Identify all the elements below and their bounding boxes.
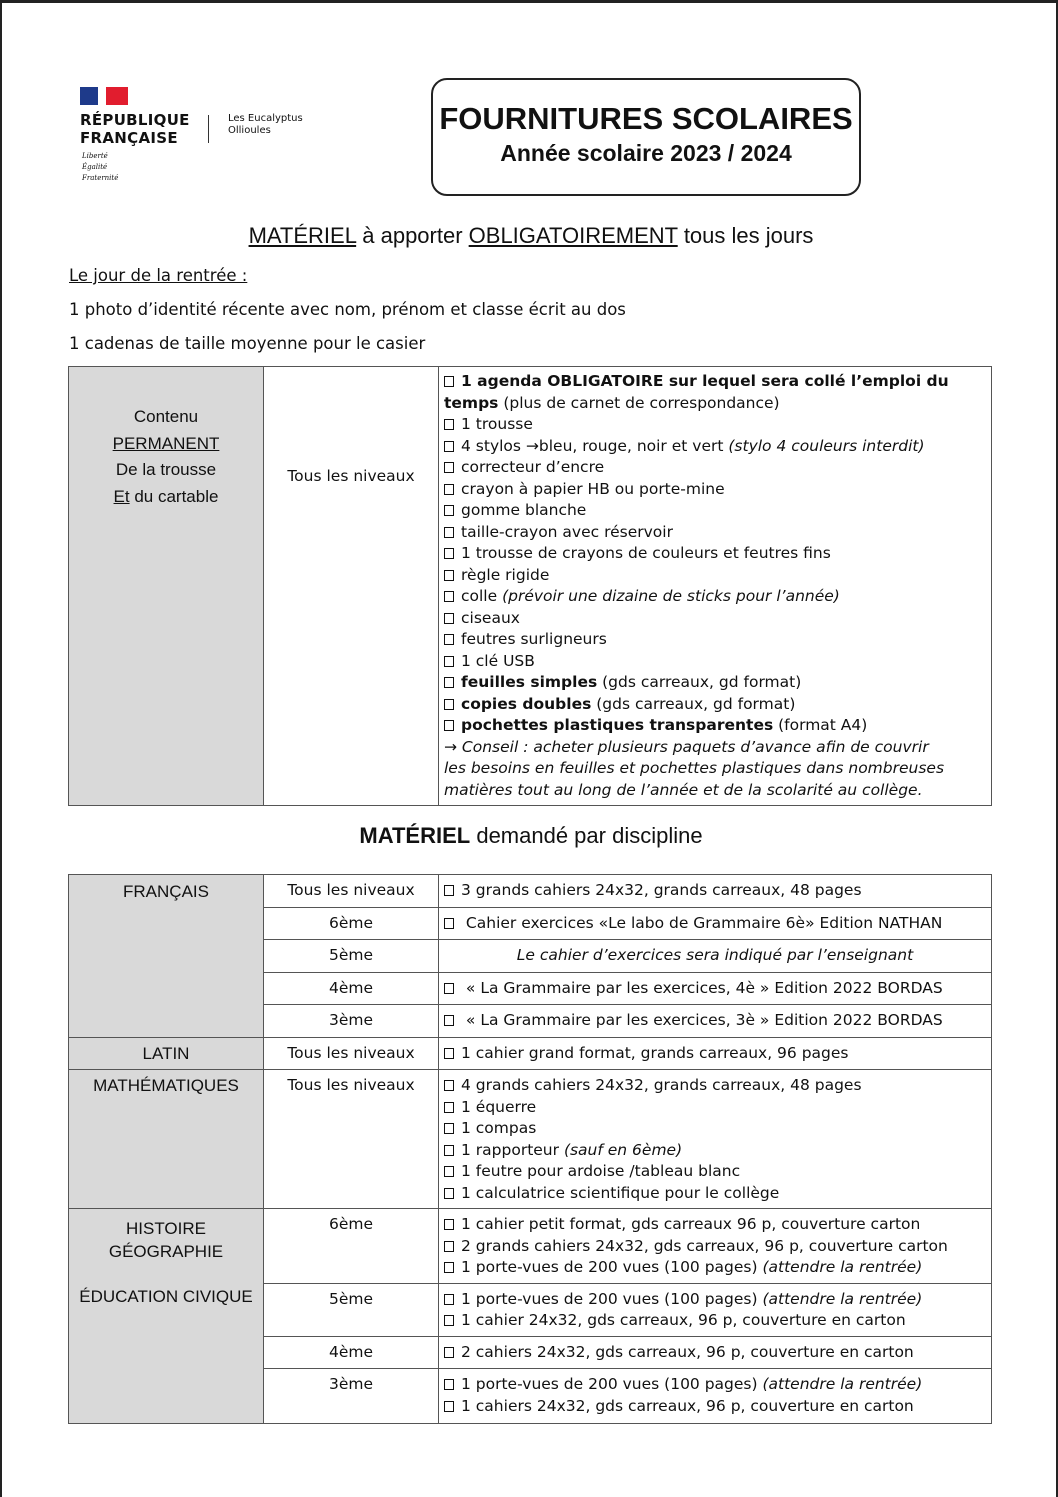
- list-item: pochettes plastiques transparentes (format A4): [444, 715, 986, 737]
- list-item: 4 grands cahiers 24x32, grands carreaux, 48 pages: [444, 1075, 986, 1097]
- list-item: 1 trousse: [444, 414, 986, 436]
- rentree-item-cadenas: 1 cadenas de taille moyenne pour le casier: [69, 334, 426, 353]
- checkbox-icon: [444, 1188, 454, 1199]
- permanent-content-label: Contenu PERMANENT De la trousse Et du cartable: [69, 367, 264, 806]
- rentree-label: Le jour de la rentrée :: [69, 266, 248, 285]
- list-item: 1 cahier 24x32, gds carreaux, 96 p, couverture en carton: [444, 1310, 986, 1332]
- item-cell: [439, 1283, 992, 1336]
- title-box: [431, 78, 861, 196]
- checkbox-icon: [444, 1166, 454, 1177]
- checkbox-icon: [444, 1241, 454, 1252]
- advice-line: matières tout au long de l’année et de la scolarité au collège.: [444, 780, 923, 799]
- list-item: feutres surligneurs: [444, 629, 986, 651]
- list-item: correcteur d’encre: [444, 457, 986, 479]
- daily-material-table: [68, 366, 992, 806]
- checkbox-icon: [444, 1048, 454, 1059]
- checkbox-icon: [444, 656, 454, 667]
- section1-heading: MATÉRIEL à apporter OBLIGATOIREMENT tous les jours: [248, 223, 814, 248]
- school-line-1: Les Eucalyptus: [228, 113, 303, 124]
- list-item: 1 trousse de crayons de couleurs et feutres fins: [444, 543, 986, 565]
- checkbox-icon: [444, 505, 454, 516]
- checkbox-icon: [444, 1080, 454, 1091]
- subject-latin: LATIN: [69, 1037, 264, 1070]
- checkbox-icon: [444, 591, 454, 602]
- checkbox-icon: [444, 1219, 454, 1230]
- list-item: 1 compas: [444, 1118, 986, 1140]
- level-cell: Tous les niveaux: [264, 367, 439, 806]
- logo-divider: [208, 115, 209, 143]
- subject-francais: FRANÇAIS: [69, 875, 264, 1038]
- level-cell: Tous les niveaux: [264, 875, 439, 908]
- list-item: 1 agenda OBLIGATOIRE sur lequel sera collé l’emploi du: [444, 371, 986, 393]
- rentree-item-photo: 1 photo d’identité récente avec nom, prénom et classe écrit au dos: [69, 300, 626, 319]
- level-cell: Tous les niveaux: [264, 1037, 439, 1070]
- school-line-2: Ollioules: [228, 125, 271, 136]
- list-item: taille-crayon avec réservoir: [444, 522, 986, 544]
- checkbox-icon: [444, 462, 454, 473]
- motto-line: Fraternité: [82, 174, 119, 182]
- checkbox-icon: [444, 1015, 454, 1026]
- motto-line: Égalité: [82, 163, 108, 171]
- list-item: 1 porte-vues de 200 vues (100 pages) (attendre la rentrée): [444, 1289, 986, 1311]
- level-cell: 3ème: [264, 1005, 439, 1038]
- checkbox-icon: [444, 613, 454, 624]
- checkbox-icon: [444, 1102, 454, 1113]
- checkbox-icon: [444, 983, 454, 994]
- checkbox-icon: [444, 570, 454, 581]
- table-row: [69, 875, 992, 908]
- list-item: 1 équerre: [444, 1097, 986, 1119]
- checkbox-icon: [444, 1347, 454, 1358]
- item-cell: « La Grammaire par les exercices, 3è » Edition 2022 BORDAS: [439, 1005, 992, 1038]
- checkbox-icon: [444, 1379, 454, 1390]
- motto: [82, 151, 118, 184]
- checkbox-icon: [444, 1315, 454, 1326]
- list-item: 1 porte-vues de 200 vues (100 pages) (attendre la rentrée): [444, 1257, 986, 1279]
- list-item: copies doubles (gds carreaux, gd format): [444, 694, 986, 716]
- level-cell: 3ème: [264, 1369, 439, 1424]
- table-row: [69, 1209, 992, 1284]
- checkbox-icon: [444, 634, 454, 645]
- level-cell: 5ème: [264, 940, 439, 973]
- checkbox-icon: [444, 1401, 454, 1412]
- item-cell: « La Grammaire par les exercices, 4è » Edition 2022 BORDAS: [439, 972, 992, 1005]
- school-name: [228, 113, 303, 137]
- item-cell: [439, 1369, 992, 1424]
- level-cell: 6ème: [264, 907, 439, 940]
- checkbox-icon: [444, 484, 454, 495]
- list-item: 2 cahiers 24x32, gds carreaux, 96 p, couverture en carton: [444, 1342, 986, 1364]
- list-item: 1 cahier petit format, gds carreaux 96 p, couverture carton: [444, 1214, 986, 1236]
- level-cell: 4ème: [264, 972, 439, 1005]
- republic-name: [80, 111, 190, 147]
- republique-francaise-logo: [80, 87, 340, 187]
- list-item: ciseaux: [444, 608, 986, 630]
- item-cell: Cahier exercices «Le labo de Grammaire 6è» Edition NATHAN: [439, 907, 992, 940]
- level-cell: Tous les niveaux: [264, 1070, 439, 1209]
- list-item: 4 stylos →bleu, rouge, noir et vert (stylo 4 couleurs interdit): [444, 436, 986, 458]
- list-item: feuilles simples (gds carreaux, gd format): [444, 672, 986, 694]
- permanent-items-list: [439, 367, 992, 806]
- checkbox-icon: [444, 419, 454, 430]
- list-item: colle (prévoir une dizaine de sticks pour l’année): [444, 586, 986, 608]
- level-cell: 6ème: [264, 1209, 439, 1284]
- list-item: crayon à papier HB ou porte-mine: [444, 479, 986, 501]
- checkbox-icon: [444, 885, 454, 896]
- checkbox-icon: [444, 527, 454, 538]
- checkbox-icon: [444, 720, 454, 731]
- item-cell: 3 grands cahiers 24x32, grands carreaux, 48 pages: [439, 875, 992, 908]
- advice-line: les besoins en feuilles et pochettes plastiques dans nombreuses: [444, 759, 945, 777]
- list-item: 1 calculatrice scientifique pour le collège: [444, 1183, 986, 1205]
- item-cell: Le cahier d’exercices sera indiqué par l’enseignant: [439, 940, 992, 973]
- item-cell: [439, 1070, 992, 1209]
- discipline-material-table: [68, 874, 992, 1424]
- checkbox-icon: [444, 376, 454, 387]
- table-row: [69, 1070, 992, 1209]
- list-item: règle rigide: [444, 565, 986, 587]
- french-flag-icon: [80, 87, 128, 105]
- republic-line-2: FRANÇAISE: [80, 129, 178, 147]
- republic-line-1: RÉPUBLIQUE: [80, 111, 190, 129]
- list-item: temps (plus de carnet de correspondance): [444, 393, 780, 412]
- list-item: 2 grands cahiers 24x32, gds carreaux, 96 p, couverture carton: [444, 1236, 986, 1258]
- checkbox-icon: [444, 1294, 454, 1305]
- checkbox-icon: [444, 1145, 454, 1156]
- page-title: FOURNITURES SCOLAIRES: [439, 101, 853, 136]
- level-cell: 5ème: [264, 1283, 439, 1336]
- page-subtitle: Année scolaire 2023 / 2024: [500, 140, 792, 166]
- table-row: [69, 1037, 992, 1070]
- checkbox-icon: [444, 918, 454, 929]
- list-item: gomme blanche: [444, 500, 986, 522]
- checkbox-icon: [444, 441, 454, 452]
- checkbox-icon: [444, 548, 454, 559]
- section2-heading: MATÉRIEL demandé par discipline: [359, 823, 703, 848]
- level-cell: 4ème: [264, 1336, 439, 1369]
- list-item: 1 feutre pour ardoise /tableau blanc: [444, 1161, 986, 1183]
- checkbox-icon: [444, 1262, 454, 1273]
- checkbox-icon: [444, 1123, 454, 1134]
- list-item: 1 rapporteur (sauf en 6ème): [444, 1140, 986, 1162]
- item-cell: [439, 1336, 992, 1369]
- checkbox-icon: [444, 677, 454, 688]
- list-item: 1 cahiers 24x32, gds carreaux, 96 p, couverture en carton: [444, 1396, 986, 1418]
- subject-mathematiques: MATHÉMATIQUES: [69, 1070, 264, 1209]
- item-cell: [439, 1209, 992, 1284]
- subject-histoire-geographie: HISTOIRE GÉOGRAPHIE ÉDUCATION CIVIQUE: [69, 1209, 264, 1424]
- advice-line: → Conseil : acheter plusieurs paquets d’avance afin de couvrir: [444, 737, 929, 756]
- item-cell: 1 cahier grand format, grands carreaux, 96 pages: [439, 1037, 992, 1070]
- motto-line: Liberté: [82, 152, 108, 160]
- list-item: 1 porte-vues de 200 vues (100 pages) (attendre la rentrée): [444, 1374, 986, 1396]
- list-item: 1 clé USB: [444, 651, 986, 673]
- checkbox-icon: [444, 699, 454, 710]
